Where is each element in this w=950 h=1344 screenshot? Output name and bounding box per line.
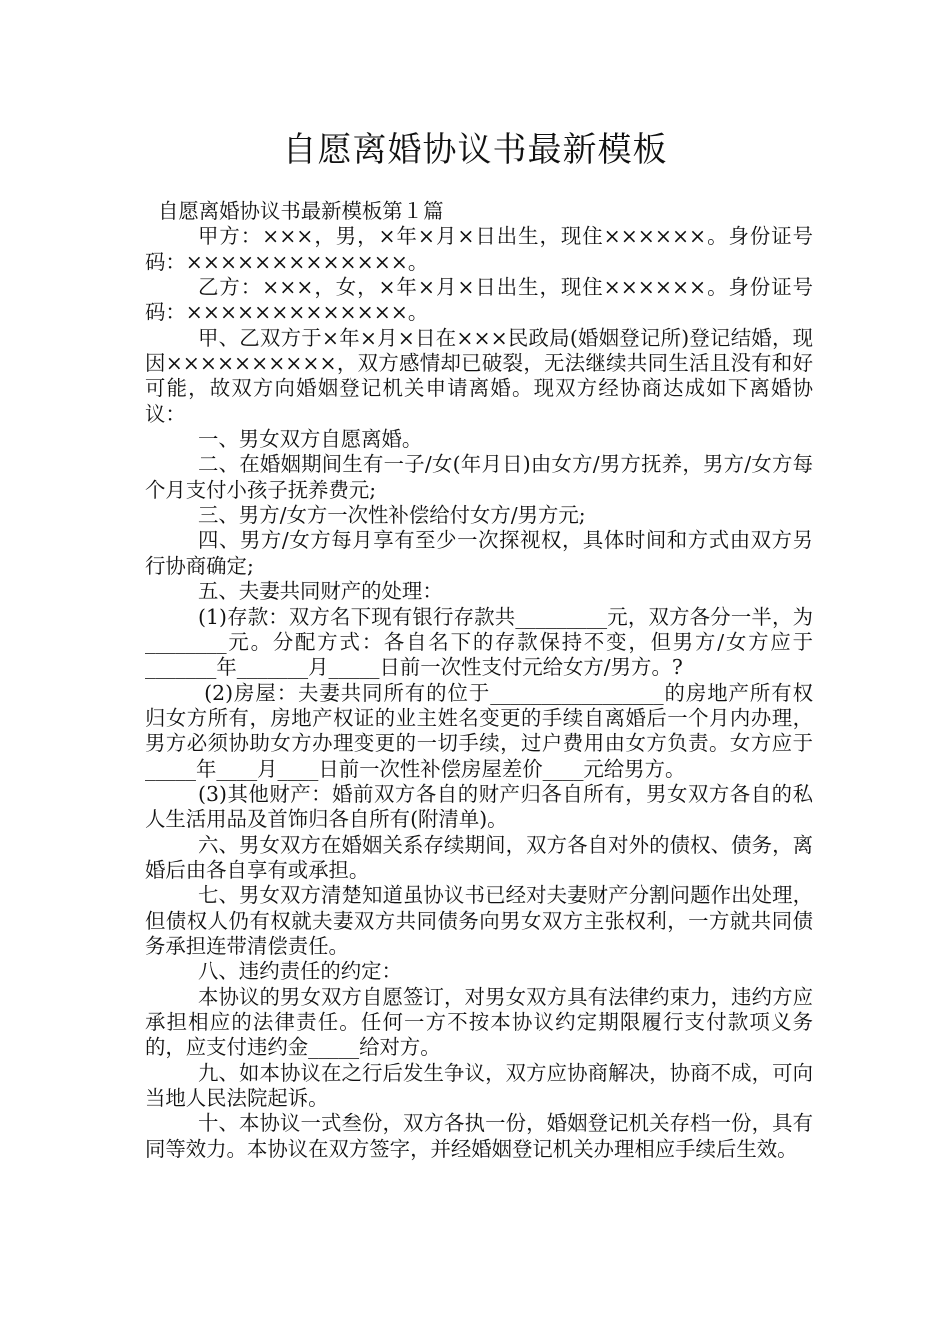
document-subtitle: 自愿离婚协议书最新模板第１篇 [158, 199, 444, 223]
clause-3-paragraph: 三、男方/女方一次性补偿给付女方/男方元; [198, 503, 586, 528]
clause-1-paragraph: 一、男女双方自愿离婚。 [198, 427, 423, 452]
document-body [145, 199, 813, 1162]
clause-9-paragraph: 九、如本协议在之行后发生争议，双方应协商解决，协商不成，可向当地人民法院起诉。 [145, 1060, 813, 1111]
clause-6-paragraph: 六、男女双方在婚姻关系存续期间，双方各自对外的债权、债务，离婚后由各自享有或承担。 [145, 832, 813, 882]
clause-7-paragraph: 七、男女双方清楚知道虽协议书已经对夫妻财产分割问题作出处理，但债权人仍有权就夫妻双方共同债务向男女双方主张权利，一方就共同债务承担连带清偿责任。 [145, 883, 813, 958]
clause-8-paragraph: 八、违约责任的约定： [198, 959, 402, 984]
document-title: 自愿离婚协议书最新模板 [282, 130, 668, 170]
clause-10-paragraph: 十、本协议一式叁份，双方各执一份，婚姻登记机关存档一份，具有同等效力。本协议在双方签字，并经婚姻登记机关办理相应手续后生效。 [145, 1111, 813, 1161]
deposit-subclause-paragraph: (1)存款：双方名下现有银行存款共_________元，双方各分一半，为________元。分配方式：各自名下的存款保持不变，但男方/女方应于_______年_______月_____日前一次性支付元给女方/男方。? [145, 604, 813, 680]
other-property-subclause-paragraph: (3)其他财产：婚前双方各自的财产归各自所有，男女双方各自的私人生活用品及首饰归各自所有(附清单)。 [145, 781, 813, 832]
clause-5-paragraph: 五、夫妻共同财产的处理： [198, 579, 443, 604]
house-subclause-paragraph: (2)房屋：夫妻共同所有的位于_________________的房地产所有权归女方所有，房地产权证的业主姓名变更的手续自离婚后一个月内办理，男方必须协助女方办理变更的一切手续，过户费用由女方负责。女方应于_____年____月____日前一次性补偿房屋差价____元给男方。 [145, 680, 813, 781]
clause-4-paragraph: 四、男方/女方每月享有至少一次探视权，具体时间和方式由双方另行协商确定; [145, 528, 813, 578]
party-a-paragraph: 甲方：×××，男，×年×月×日出生，现住××××××。身份证号码：×××××××××××××。 [145, 224, 813, 274]
party-b-paragraph: 乙方：×××，女，×年×月×日出生，现住××××××。身份证号码：×××××××××××××。 [145, 275, 813, 325]
marriage-background-paragraph: 甲、乙双方于×年×月×日在×××民政局(婚姻登记所)登记结婚，现因××××××××××，双方感情却已破裂，无法继续共同生活且没有和好可能，故双方向婚姻登记机关申请离婚。现双方经协商达成如下离婚协议： [145, 325, 813, 426]
breach-liability-paragraph: 本协议的男女双方自愿签订，对男女双方具有法律约束力，违约方应承担相应的法律责任。任何一方不按本协议约定期限履行支付款项义务的，应支付违约金_____给对方。 [145, 984, 813, 1060]
clause-2-paragraph: 二、在婚姻期间生有一子/女(年月日)由女方/男方抚养，男方/女方每个月支付小孩子抚养费元; [145, 452, 813, 502]
